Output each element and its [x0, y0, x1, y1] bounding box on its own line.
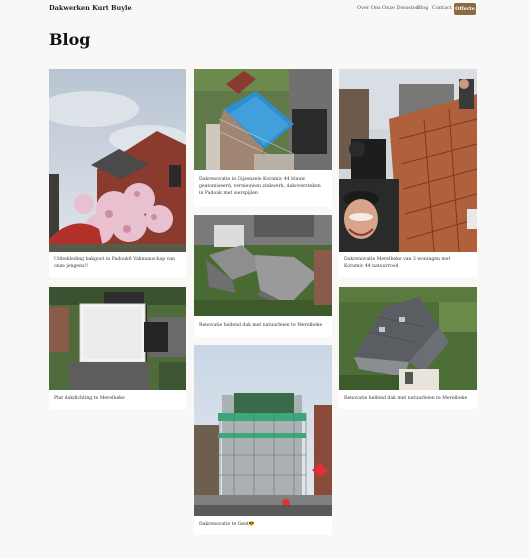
blog-card-caption[interactable]: Uitbekleding bakgoot in Padouk8 Vakmanschap van onze jongens!! — [54, 257, 175, 269]
site-logo[interactable]: Dakwerken Kurt Buyle — [49, 4, 132, 12]
blog-card-caption[interactable]: Renovatie hellend dak met natuurleien te Merelbeke — [344, 396, 468, 401]
blog-card[interactable] — [339, 69, 477, 277]
blog-card[interactable] — [49, 287, 186, 409]
blog-card-caption[interactable]: Dakrenovatie te Gent😎 — [199, 522, 255, 527]
blog-card[interactable] — [194, 69, 332, 207]
blog-card[interactable] — [194, 345, 332, 535]
nav-over-ons[interactable]: Over Ons — [357, 5, 381, 11]
blog-card-caption[interactable]: Dakrenovatie in Gijzenzele Koramic 44 blauw geatomiseerd, vernieuwen zinkwerk, dakoversteken in Padouk met sierspijlen — [199, 177, 321, 196]
blog-card-image[interactable] — [49, 287, 186, 390]
blog-card-image[interactable] — [194, 215, 332, 316]
blog-card-image[interactable] — [339, 287, 477, 390]
nav-contact[interactable]: Contact — [432, 5, 452, 11]
site-header — [0, 0, 529, 20]
blog-card-caption[interactable]: Renovatie hellend dak met natuurleien te Merelbeke — [199, 323, 323, 328]
blog-card-caption[interactable]: Plat dakdichting te Merelbeke — [54, 396, 125, 401]
blog-card[interactable] — [49, 69, 186, 277]
blog-card[interactable] — [339, 287, 477, 409]
blog-card-caption[interactable]: Dakrenovatie Merelbeke van 3 woningen met Koramic 44 natuurrood — [344, 257, 451, 269]
quote-button[interactable]: Offerte — [454, 3, 476, 15]
blog-card-image[interactable] — [339, 69, 477, 252]
page-title: Blog — [49, 30, 91, 49]
nav-onze-diensten[interactable]: Onze Diensten — [382, 5, 420, 11]
blog-card-image[interactable] — [49, 69, 186, 252]
blog-card-image[interactable] — [194, 69, 332, 170]
blog-card[interactable] — [194, 215, 332, 337]
blog-card-image[interactable] — [194, 345, 332, 516]
nav-blog[interactable]: Blog — [417, 5, 429, 11]
